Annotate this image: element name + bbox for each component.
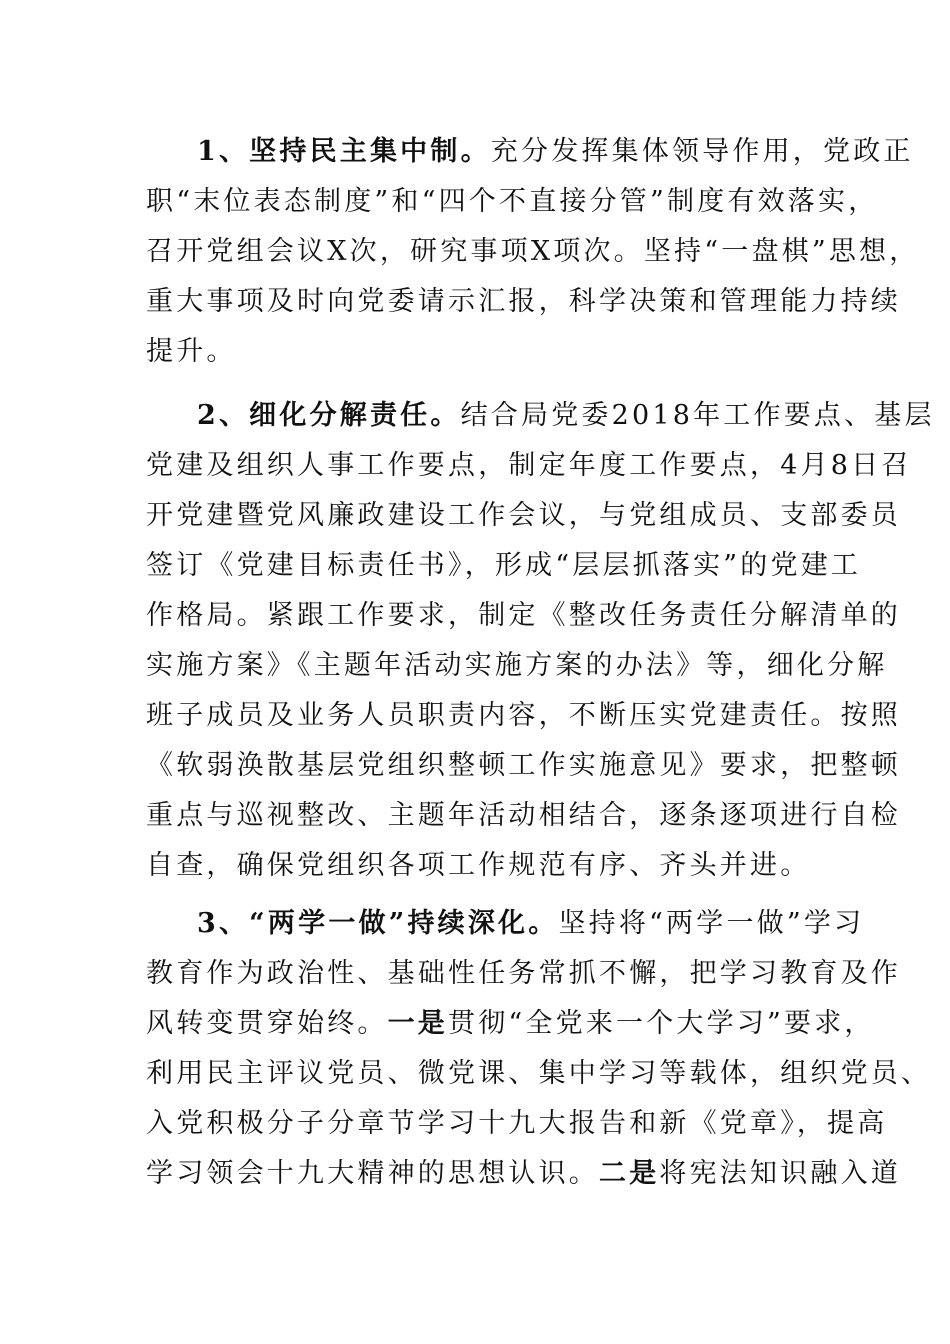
paragraph-3-line-3 xyxy=(146,1006,875,1042)
paragraph-3-line-6 xyxy=(146,1156,901,1192)
point-one-label: 一是 xyxy=(387,1008,449,1039)
paragraph-2-line-1 xyxy=(197,398,935,434)
paragraph-3-line-6-rest: 将宪法知识融入道 xyxy=(659,1158,902,1189)
paragraph-2-line-4: 签订《党建目标责任书》，形成“层层抓落实”的党建工 xyxy=(146,550,862,581)
paragraph-3-line-3-text: 风转变贯穿始终。 xyxy=(146,1008,388,1039)
paragraph-1-line-4: 重大事项及时向党委请示汇报，科学决策和管理能力持续 xyxy=(146,286,901,317)
paragraph-2-text: 结合局党委2018年工作要点、基层 xyxy=(460,400,935,431)
paragraph-2-line-9: 重点与巡视整改、主题年活动相结合，逐条逐项进行自检 xyxy=(146,800,901,831)
paragraph-2-line-8: 《软弱涣散基层党组织整顿工作实施意见》要求，把整顿 xyxy=(146,750,901,781)
paragraph-2-line-7: 班子成员及业务人员职责内容，不断压实党建责任。按照 xyxy=(146,700,901,731)
paragraph-2-line-2: 党建及组织人事工作要点，制定年度工作要点，4月8日召 xyxy=(146,450,912,481)
paragraph-1-line-1 xyxy=(197,134,914,170)
paragraph-3-line-6-text: 学习领会十九大精神的思想认识。 xyxy=(146,1158,599,1189)
paragraph-2-line-6: 实施方案》《主题年活动实施方案的办法》等，细化分解 xyxy=(146,650,888,681)
paragraph-3-line-1 xyxy=(197,906,864,942)
paragraph-2-line-3: 开党建暨党风廉政建设工作会议，与党组成员、支部委员 xyxy=(146,500,901,531)
paragraph-1-line-5: 提升。 xyxy=(146,336,237,367)
paragraph-3-heading: 3、“两学一做”持续深化。 xyxy=(197,908,559,939)
paragraph-2-line-5: 作格局。紧跟工作要求，制定《整改任务责任分解清单的 xyxy=(146,600,901,631)
point-two-label: 二是 xyxy=(599,1158,660,1189)
paragraph-1-text: 充分发挥集体领导作用，党政正 xyxy=(490,136,914,167)
paragraph-3-text: 坚持将“两学一做”学习 xyxy=(558,908,865,939)
paragraph-3-line-3-rest: 贯彻“全党来一个大学习”要求， xyxy=(448,1008,875,1039)
paragraph-1-line-2: 职“末位表态制度”和“四个不直接分管”制度有效落实， xyxy=(146,186,879,217)
paragraph-3-line-5: 入党积极分子分章节学习十九大报告和新《党章》，提高 xyxy=(146,1108,888,1139)
paragraph-3-line-4: 利用民主评议党员、微党课、集中学习等载体，组织党员、 xyxy=(146,1058,932,1089)
paragraph-3-line-2: 教育作为政治性、基础性任务常抓不懈，把学习教育及作 xyxy=(146,958,901,989)
paragraph-2-heading: 2、细化分解责任。 xyxy=(197,400,461,431)
paragraph-2-line-10: 自查，确保党组织各项工作规范有序、齐头并进。 xyxy=(146,850,811,881)
paragraph-1-heading: 1、坚持民主集中制。 xyxy=(197,136,491,167)
paragraph-1-line-3: 召开党组会议X次，研究事项X项次。坚持“一盘棋”思想， xyxy=(146,236,920,267)
